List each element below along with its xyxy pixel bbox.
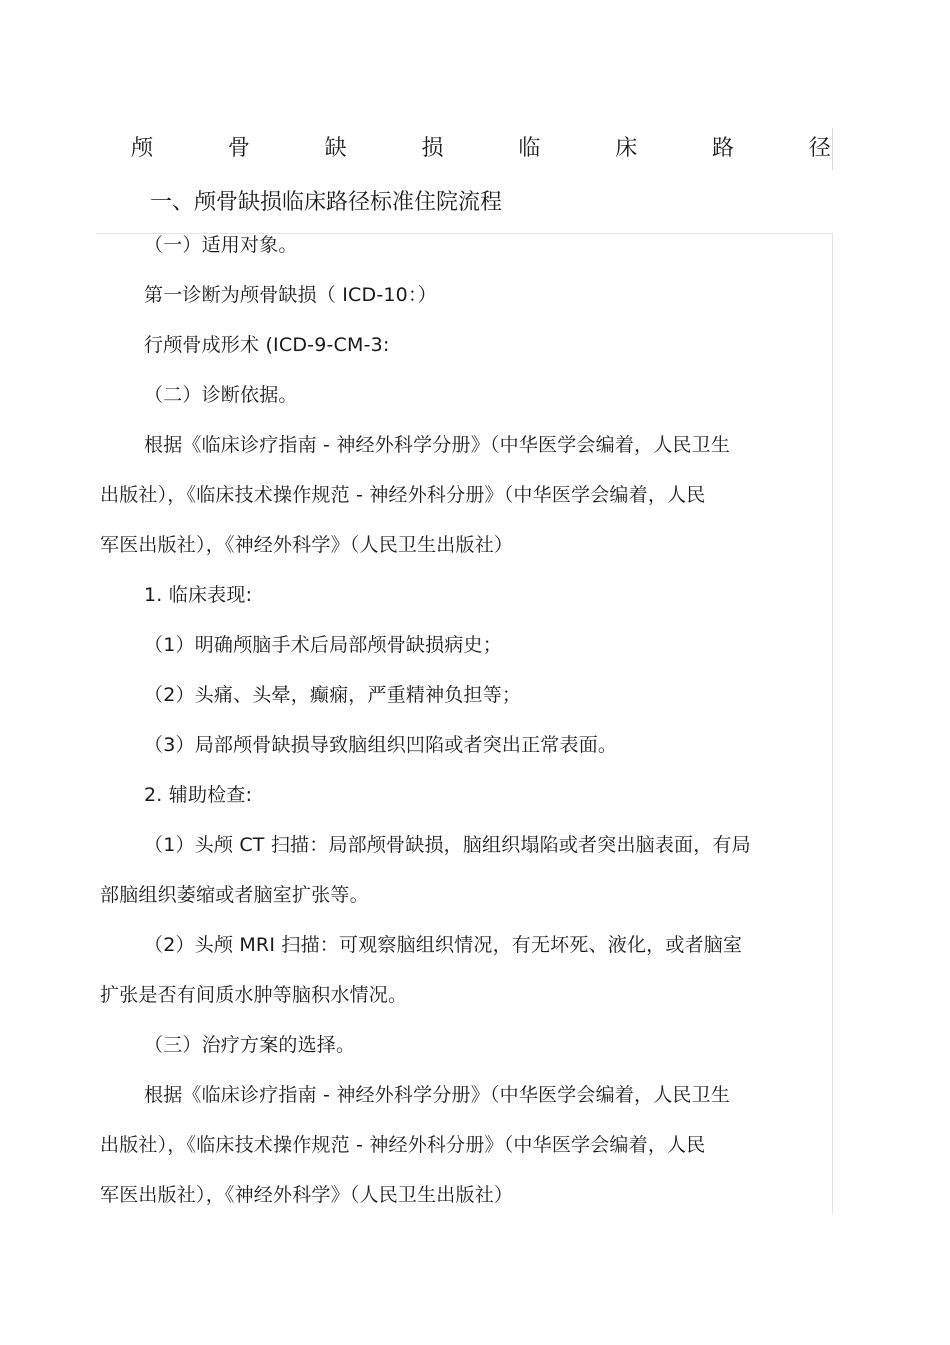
paragraph-line: 第一诊断为颅骨缺损（ ICD-10：） [144,284,437,306]
paragraph-line: 军医出版社），《神经外科学》（人民卫生出版社） [100,1184,514,1206]
list-item: （1）头颅 CT 扫描：局部颅骨缺损，脑组织塌陷或者突出脑表面，有局 [144,834,751,856]
list-heading: 1. 临床表现: [144,584,253,606]
title-char: 骨 [227,135,250,161]
list-item: （1）明确颅脑手术后局部颅骨缺损病史； [144,634,502,656]
paragraph-line: 出版社），《临床技术操作规范 - 神经外科分册》（中华医学会编着，人民 [100,1134,706,1156]
paragraph-line: 根据《临床诊疗指南 - 神经外科学分册》（中华医学会编着，人民卫生 [144,1084,731,1106]
title-char: 损 [421,135,444,161]
frame-divider [832,128,833,170]
section-heading: 一、颅骨缺损临床路径标准住院流程 [150,190,503,215]
title-char: 床 [615,135,638,161]
title-char: 临 [518,135,541,161]
subsection-heading: （三）治疗方案的选择。 [144,1034,356,1056]
subsection-heading: （二）诊断依据。 [144,384,298,406]
paragraph-line: 行颅骨成形术 (ICD-9-CM-3: [144,334,390,356]
document-title [130,128,832,164]
list-item: （2）头痛、头晕，癫痫，严重精神负担等； [144,684,522,706]
list-item: （3）局部颅骨缺损导致脑组织凹陷或者突出正常表面。 [144,734,618,756]
list-heading: 2. 辅助检查: [144,784,253,806]
list-item-continued: 扩张是否有间质水肿等脑积水情况。 [100,984,408,1006]
title-char: 径 [808,135,831,161]
title-char: 颅 [130,135,153,161]
list-item: （2）头颅 MRI 扫描：可观察脑组织情况，有无坏死、液化，或者脑室 [144,934,743,956]
paragraph-line: 军医出版社），《神经外科学》（人民卫生出版社） [100,534,514,556]
list-item-continued: 部脑组织萎缩或者脑室扩张等。 [100,884,369,906]
paragraph-line: 根据《临床诊疗指南 - 神经外科学分册》（中华医学会编着，人民卫生 [144,434,731,456]
title-char: 缺 [324,135,347,161]
subsection-heading: （一）适用对象。 [144,234,298,256]
paragraph-line: 出版社），《临床技术操作规范 - 神经外科分册》（中华医学会编着，人民 [100,484,706,506]
title-char: 路 [712,135,735,161]
